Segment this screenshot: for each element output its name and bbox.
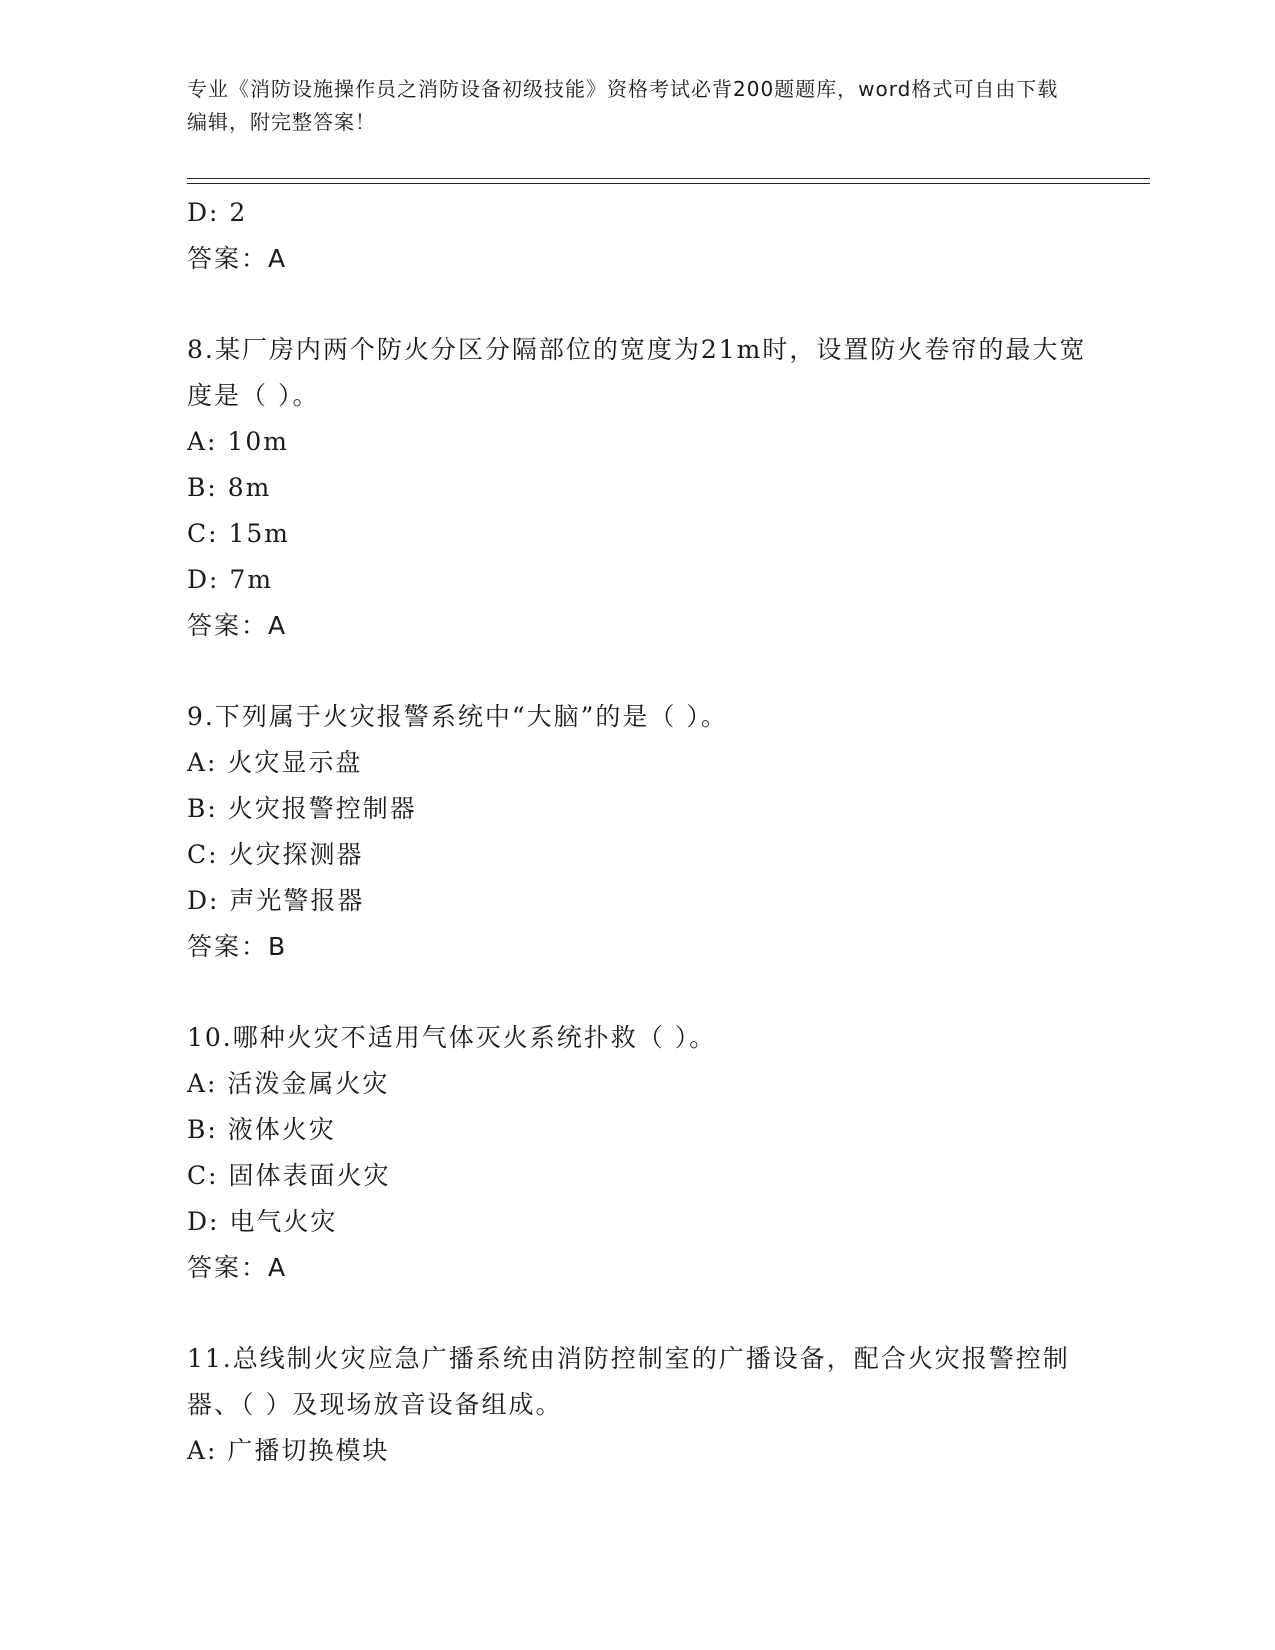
question-9-answer: 答案：B: [187, 932, 288, 961]
document-header: 专业《消防设施操作员之消防设备初级技能》资格考试必背200题题库，word格式可自由下载编辑，附完整答案！: [187, 77, 1059, 134]
question-11-stem: 11.总线制火灾应急广播系统由消防控制室的广播设备，配合火灾报警控制器、（ ）及现场放音设备组成。: [187, 1344, 1070, 1419]
question-10-option-b: B: 液体火灾: [187, 1115, 336, 1144]
question-9-option-d: D: 声光警报器: [187, 886, 365, 915]
question-8-option-a: A: 10m: [187, 427, 289, 456]
question-8-option-c: C: 15m: [187, 519, 291, 548]
question-8-option-b: B: 8m: [187, 473, 272, 502]
header-rule-top: [187, 178, 1150, 179]
question-9-option-c: C: 火灾探测器: [187, 840, 364, 869]
question-list: [187, 190, 1087, 1474]
header-rule-bottom: [187, 183, 1150, 184]
question-10-option-c: C: 固体表面火灾: [187, 1161, 391, 1190]
question-8-option-d: D: 7m: [187, 565, 274, 594]
question-9-stem: 9.下列属于火灾报警系统中“大脑”的是（ ）。: [187, 702, 728, 731]
question-10-option-a: A: 活泼金属火灾: [187, 1069, 390, 1098]
question-10-option-d: D: 电气火灾: [187, 1207, 338, 1236]
question-9-option-a: A: 火灾显示盘: [187, 748, 363, 777]
question-11-option-a: A: 广播切换模块: [187, 1436, 390, 1465]
prev-answer: 答案：A: [187, 244, 288, 273]
question-8-answer: 答案：A: [187, 611, 288, 640]
question-8-stem: 8.某厂房内两个防火分区分隔部位的宽度为21m时，设置防火卷帘的最大宽度是（ ）。: [187, 335, 1087, 410]
question-10-stem: 10.哪种火灾不适用气体灭火系统扑救（ ）。: [187, 1023, 717, 1052]
question-10-answer: 答案：A: [187, 1253, 288, 1282]
question-9-option-b: B: 火灾报警控制器: [187, 794, 417, 823]
prev-option-d: D: 2: [187, 198, 248, 227]
